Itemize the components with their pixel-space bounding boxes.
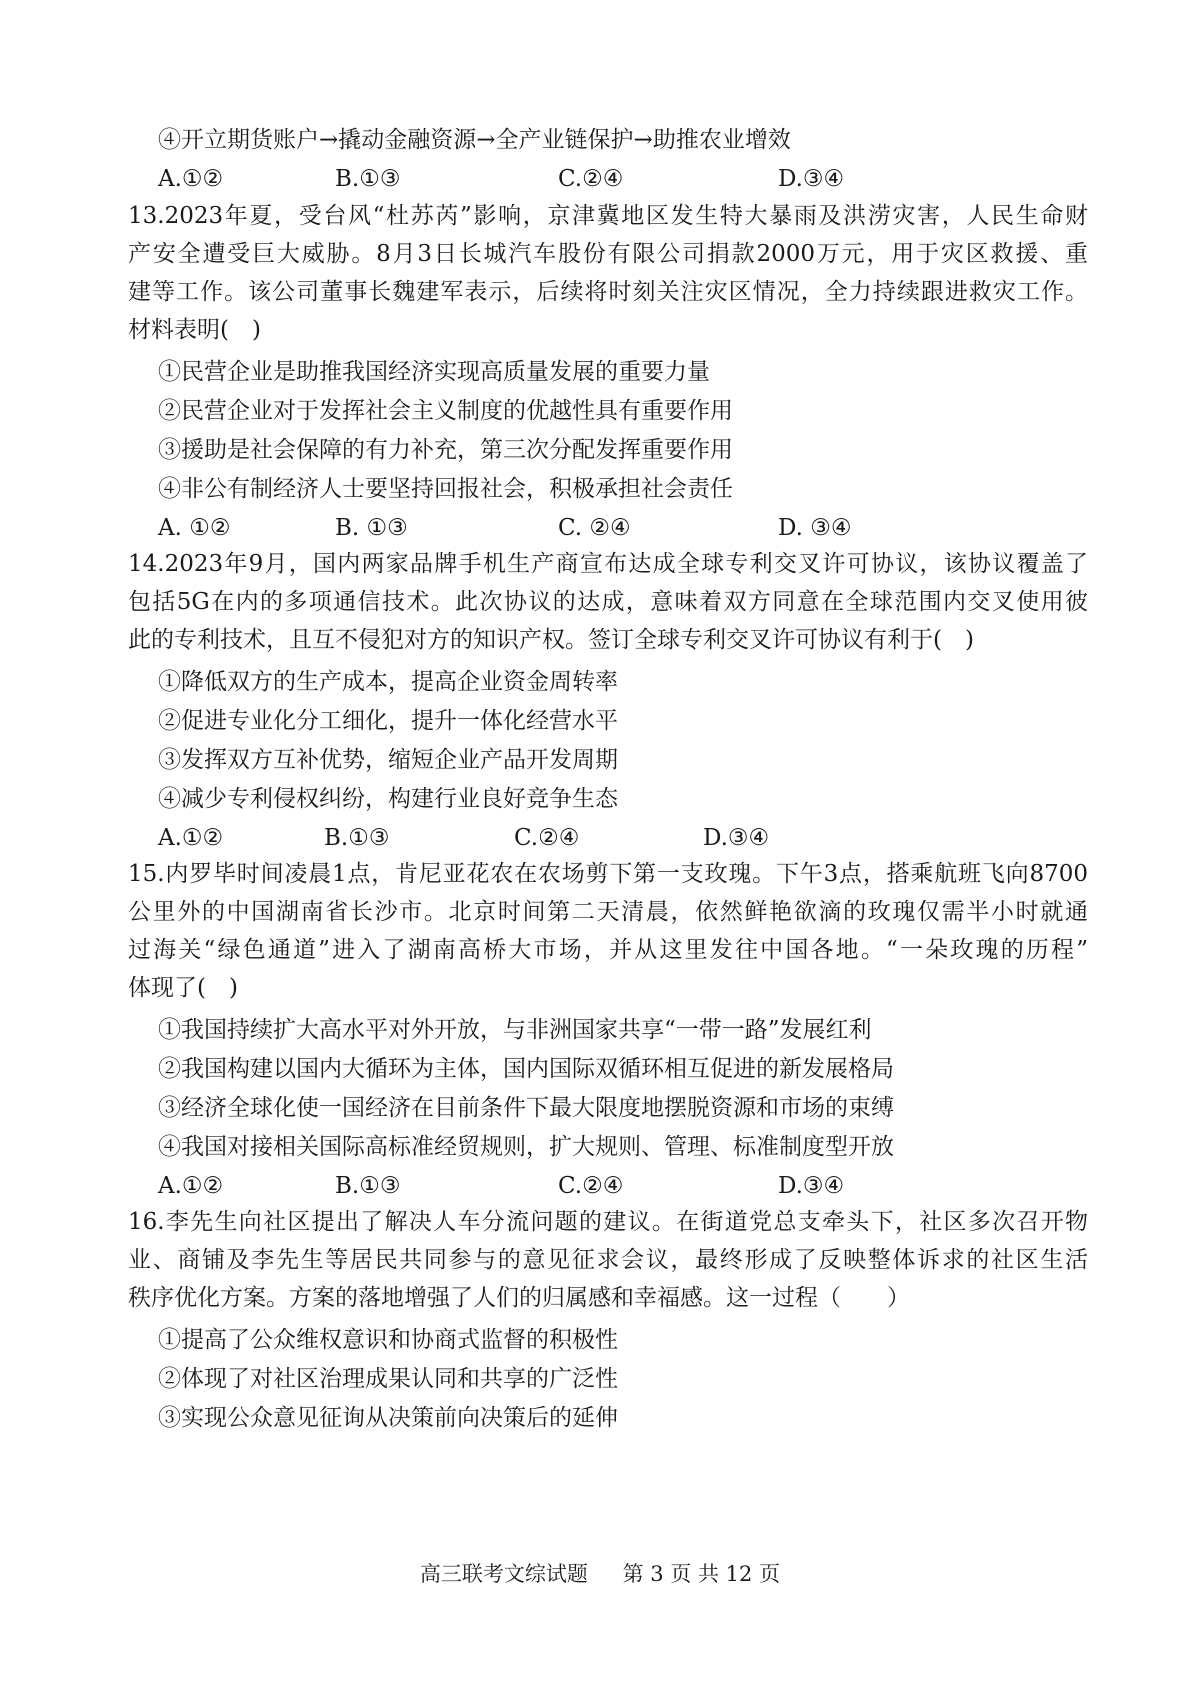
q15-choice-a: A.①② [158,1173,224,1199]
q14-choice-b: B.①③ [324,825,390,851]
footer-page-number: 第 3 页 共 12 页 [622,1562,781,1586]
q15-stem-line-4: 体现了( ) [128,975,238,1001]
q13-choice-d: D. ③④ [778,515,852,541]
q13-option-1: ①民营企业是助推我国经济实现高质量发展的重要力量 [158,359,710,385]
q12-choice-b: B.①③ [335,166,401,192]
q16-option-2: ②体现了对社区治理成果认同和共享的广泛性 [158,1366,618,1392]
q14-stem-line-2: 包括5G在内的多项通信技术。此次协议的达成，意味着双方同意在全球范围内交叉使用彼 [128,589,1088,615]
q14-choice-d: D.③④ [703,825,770,851]
q13-choice-a: A. ①② [158,515,231,541]
q16-stem-line-1: 16.李先生向社区提出了解决人车分流问题的建议。在街道党总支牵头下，社区多次召开物 [128,1209,1088,1235]
q14-stem-line-3: 此的专利技术，且互不侵犯对方的知识产权。签订全球专利交叉许可协议有利于( ) [128,627,974,653]
q15-option-3: ③经济全球化使一国经济在目前条件下最大限度地摆脱资源和市场的束缚 [158,1095,894,1121]
q12-choice-d: D.③④ [778,166,845,192]
q15-choice-c: C.②④ [558,1173,624,1199]
q13-choice-b: B. ①③ [335,515,408,541]
q15-stem-line-1: 15.内罗毕时间凌晨1点，肯尼亚花农在农场剪下第一支玫瑰。下午3点，搭乘航班飞向8700 [128,861,1088,887]
q14-choice-c: C.②④ [514,825,580,851]
q13-option-4: ④非公有制经济人士要坚持回报社会，积极承担社会责任 [158,476,733,502]
q15-option-2: ②我国构建以国内大循环为主体，国内国际双循环相互促进的新发展格局 [158,1056,894,1082]
q14-stem-line-1: 14.2023年9月，国内两家品牌手机生产商宣布达成全球专利交叉许可协议，该协议覆盖了 [128,551,1088,577]
q15-choice-d: D.③④ [778,1173,845,1199]
q13-stem-line-3: 建等工作。该公司董事长魏建军表示，后续将时刻关注灾区情况，全力持续跟进救灾工作。 [128,279,1088,305]
page-footer [0,1560,1200,1588]
q13-stem-line-2: 产安全遭受巨大威胁。8月3日长城汽车股份有限公司捐款2000万元，用于灾区救援、重 [128,241,1088,267]
q13-stem-line-1: 13.2023年夏，受台风“杜苏芮”影响，京津冀地区发生特大暴雨及洪涝灾害，人民生命财 [128,203,1088,229]
q14-option-2: ②促进专业化分工细化，提升一体化经营水平 [158,708,618,734]
q13-option-2: ②民营企业对于发挥社会主义制度的优越性具有重要作用 [158,398,733,424]
q13-stem-line-4: 材料表明( ) [128,317,261,343]
footer-exam-title: 高三联考文综试题 [419,1562,588,1586]
q14-option-3: ③发挥双方互补优势，缩短企业产品开发周期 [158,747,618,773]
q13-option-3: ③援助是社会保障的有力补充，第三次分配发挥重要作用 [158,437,733,463]
q14-choice-a: A.①② [158,825,224,851]
q13-choice-c: C. ②④ [558,515,631,541]
q16-stem-line-2: 业、商铺及李先生等居民共同参与的意见征求会议，最终形成了反映整体诉求的社区生活 [128,1247,1088,1273]
q12-option-4: ④开立期货账户→撬动金融资源→全产业链保护→助推农业增效 [158,127,791,153]
q16-stem-line-3: 秩序优化方案。方案的落地增强了人们的归属感和幸福感。这一过程（ ） [128,1285,910,1311]
q16-option-1: ①提高了公众维权意识和协商式监督的积极性 [158,1327,618,1353]
q15-stem-line-3: 过海关“绿色通道”进入了湖南高桥大市场，并从这里发往中国各地。“一朵玫瑰的历程” [128,937,1088,963]
q15-option-4: ④我国对接相关国际高标准经贸规则，扩大规则、管理、标准制度型开放 [158,1134,894,1160]
q15-choice-b: B.①③ [335,1173,401,1199]
q16-option-3: ③实现公众意见征询从决策前向决策后的延伸 [158,1405,618,1431]
q14-option-1: ①降低双方的生产成本，提高企业资金周转率 [158,669,618,695]
q12-choice-a: A.①② [158,166,224,192]
q15-option-1: ①我国持续扩大高水平对外开放，与非洲国家共享“一带一路”发展红利 [158,1017,872,1043]
q12-choice-c: C.②④ [558,166,624,192]
q14-option-4: ④减少专利侵权纠纷，构建行业良好竞争生态 [158,786,618,812]
q15-stem-line-2: 公里外的中国湖南省长沙市。北京时间第二天清晨，依然鲜艳欲滴的玫瑰仅需半小时就通 [128,899,1088,925]
